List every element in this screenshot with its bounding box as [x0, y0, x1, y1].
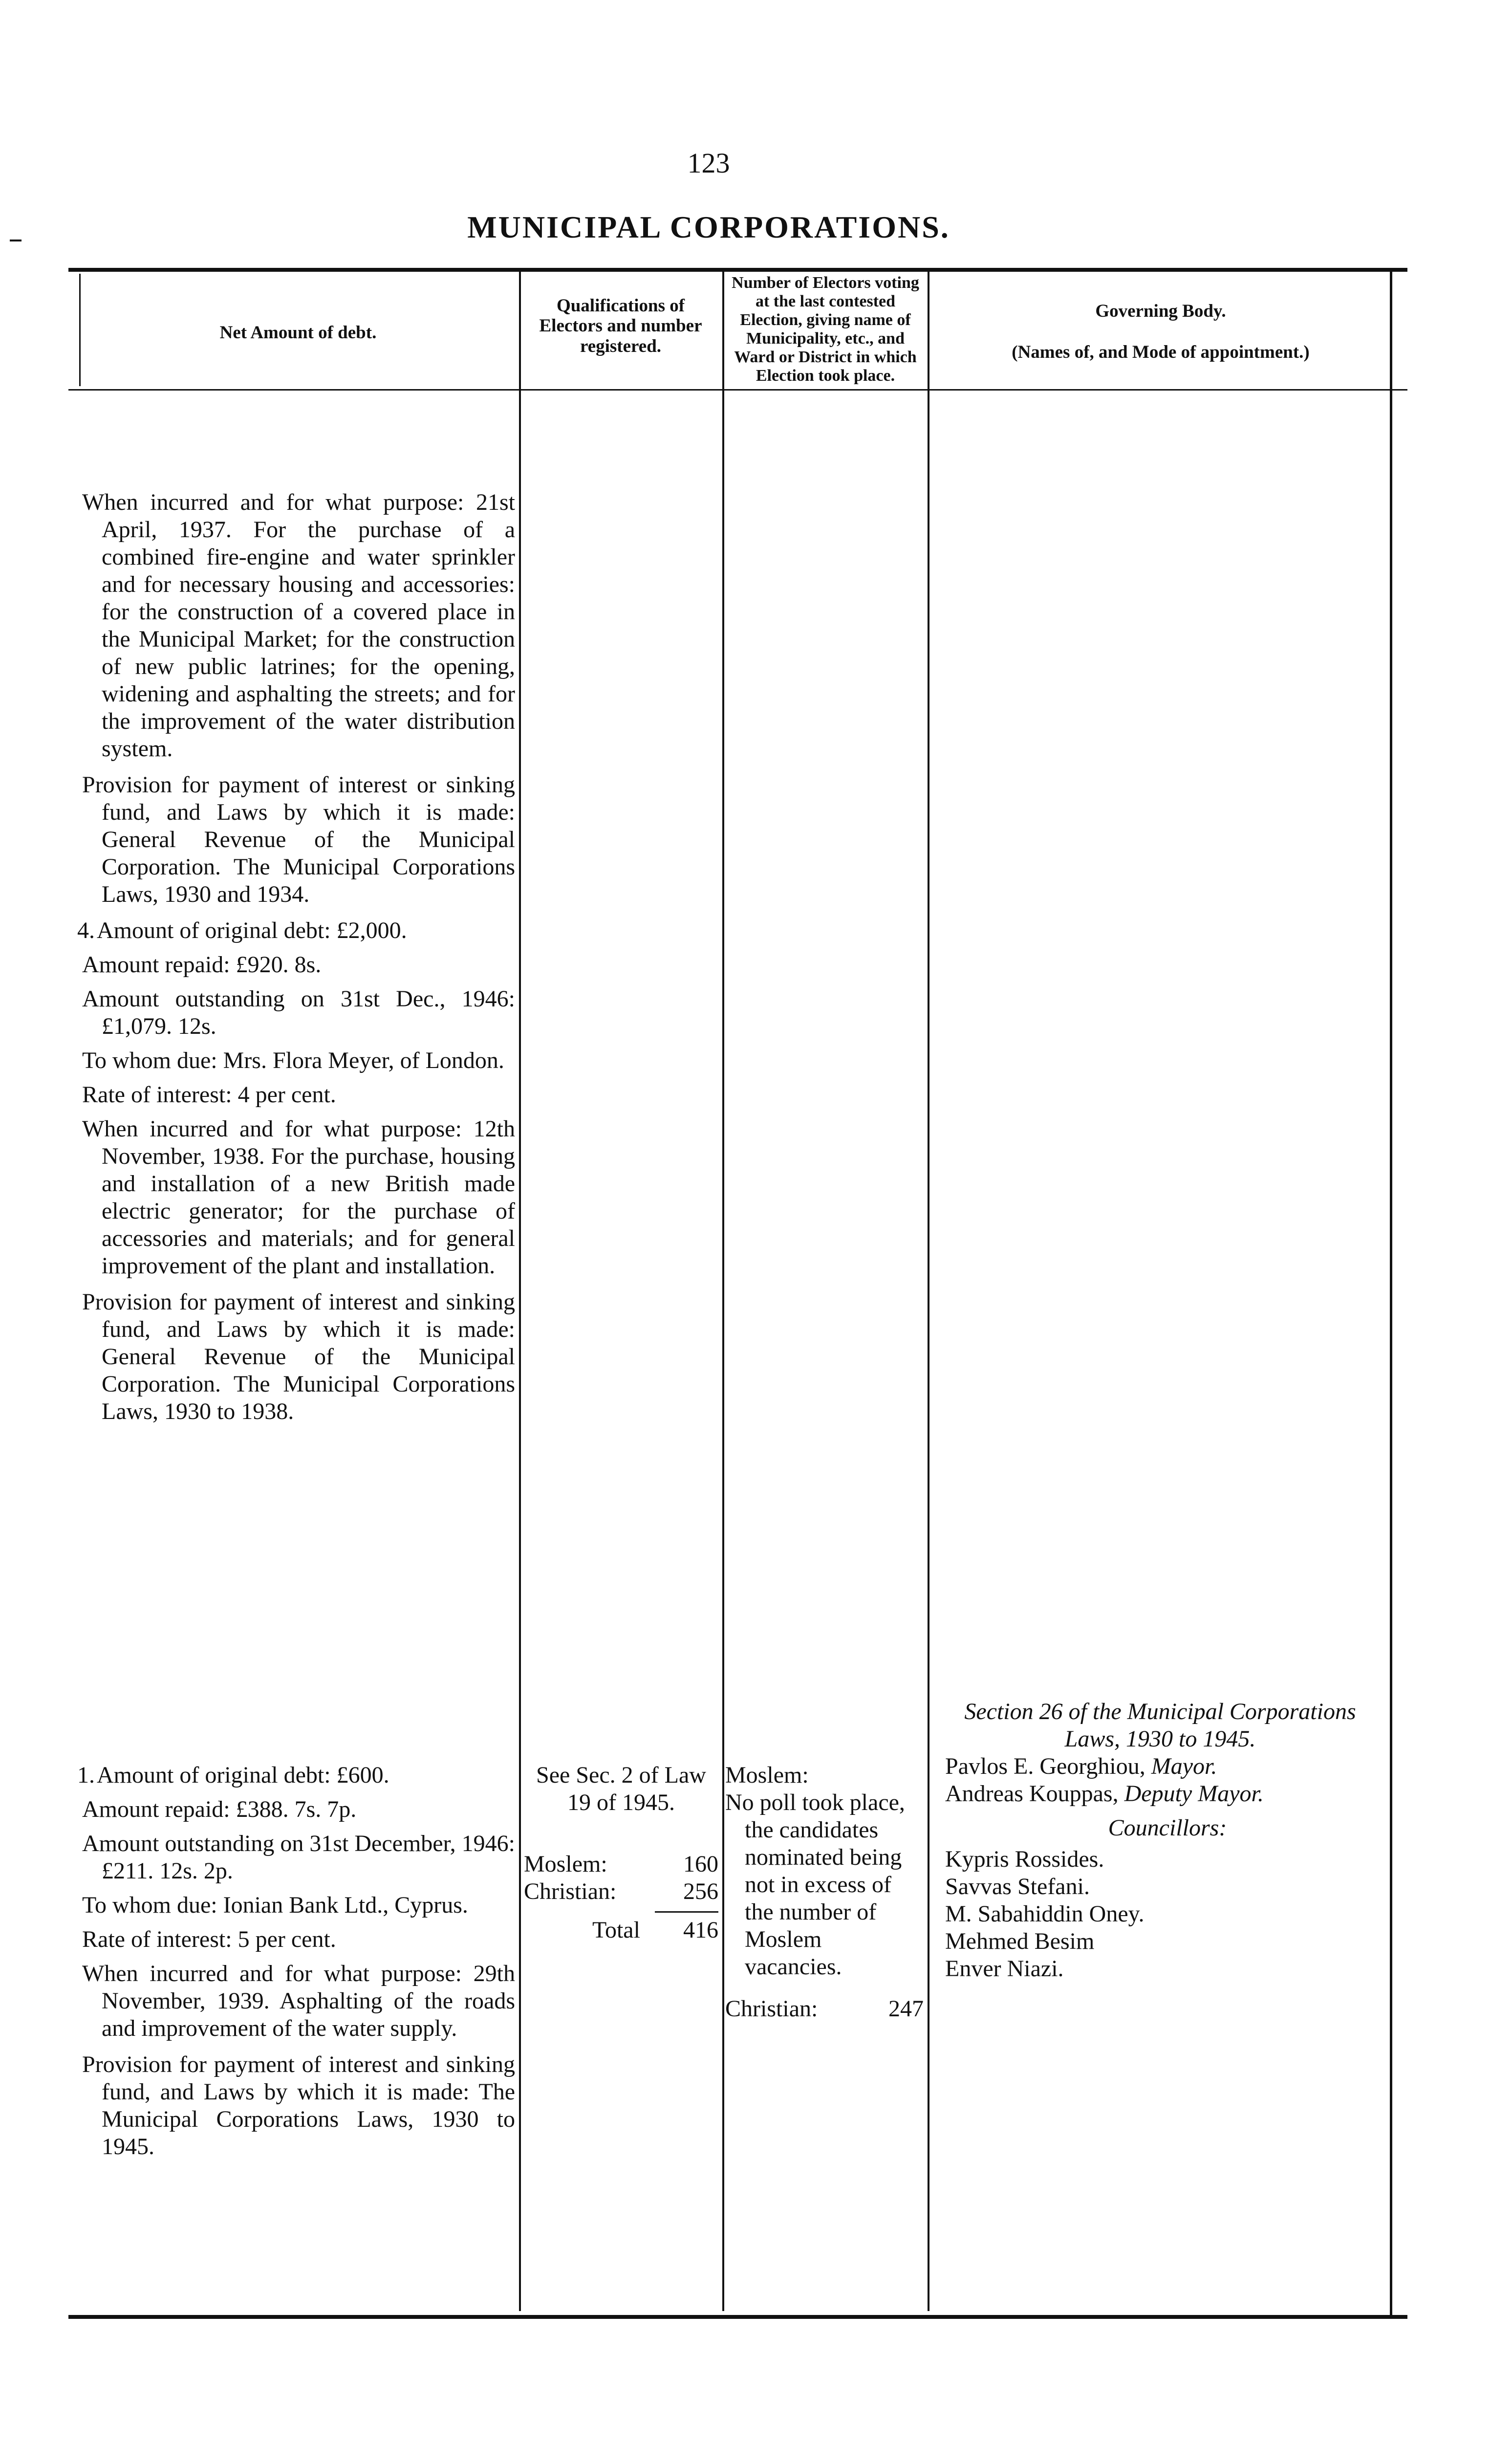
column-divider-1 — [519, 268, 521, 2311]
scan-mark-left-top — [10, 240, 22, 241]
header-governing-body-title: Governing Body. — [1095, 301, 1226, 321]
governing-body-cell — [930, 1698, 1390, 1983]
purpose-4: When incurred and for what purpose: 12th November, 1938. For the purchase, housing and installation of a new British made electric generator; for the purchase of accessories and materials; and for general improvement of the plant and installation. — [82, 1116, 515, 1279]
electors-christian-value: 247 — [888, 1996, 924, 2022]
repaid-1: Amount repaid: £388. 7s. 7p. — [82, 1796, 357, 1822]
rate-1: Rate of interest: 5 per cent. — [82, 1926, 336, 1952]
outstanding-1: Amount outstanding on 31st December, 1946: £211. 12s. 2p. — [82, 1831, 515, 1884]
table-bottom-border — [68, 2315, 1407, 2319]
deputy-mayor-name: Andreas Kouppas, — [945, 1781, 1119, 1807]
original-debt-4-text: Amount of original debt: £2,000. — [97, 917, 407, 943]
total-registered-label: Total — [592, 1917, 640, 1943]
page-number: 123 — [687, 147, 730, 179]
header-electors-voting: Number of Electors voting at the last contested Election, giving name of Municipality, etc., and Ward or District in which Election took place. — [732, 274, 919, 385]
electors-cell — [725, 1762, 924, 2023]
first-section-debt-text — [77, 489, 515, 1434]
qualifications-law-ref-2: 19 of 1945. — [567, 1789, 675, 1815]
electors-christian-label: Christian: — [725, 1996, 818, 2022]
due-1: To whom due: Ionian Bank Ltd., Cyprus. — [82, 1892, 468, 1918]
councillor-2: Savvas Stefani. — [945, 1874, 1090, 1899]
christian-registered-value: 256 — [683, 1878, 718, 1904]
total-rule — [655, 1911, 718, 1913]
left-inner-mark — [79, 274, 81, 386]
councillor-4: Mehmed Besim — [945, 1928, 1095, 1954]
purpose-1: When incurred and for what purpose: 29th November, 1939. Asphalting of the roads and improvement of the water supply. — [82, 1961, 515, 2041]
total-registered-value: 416 — [683, 1917, 718, 1943]
mayor-line — [945, 1753, 1390, 1780]
due-4: To whom due: Mrs. Flora Meyer, of London. — [82, 1047, 504, 1073]
header-divider — [68, 389, 1407, 391]
table-right-border — [1390, 268, 1392, 2319]
governing-law-title-2: Laws, 1930 to 1945. — [1064, 1726, 1256, 1752]
moslem-registered-value: 160 — [683, 1851, 718, 1877]
electors-christian-row — [725, 1995, 924, 2023]
page-title: MUNICIPAL CORPORATIONS. — [467, 210, 950, 244]
electors-moslem-label: Moslem: — [725, 1762, 809, 1788]
councillor-3: M. Sabahiddin Oney. — [945, 1901, 1145, 1927]
mayor-role: Mayor. — [1151, 1753, 1217, 1779]
qualifications-law-ref: See Sec. 2 of Law — [536, 1762, 706, 1788]
item-number-4: 4. — [77, 917, 95, 943]
repaid-4: Amount repaid: £920. 8s. — [82, 952, 322, 978]
qualifications-cell — [524, 1762, 718, 1944]
councillor-5: Enver Niazi. — [945, 1956, 1064, 1982]
original-debt-4 — [77, 917, 515, 944]
deputy-mayor-role: Deputy Mayor. — [1124, 1781, 1264, 1807]
header-governing-body-subtitle: (Names of, and Mode of appointment.) — [1012, 342, 1310, 362]
christian-registered-row — [524, 1878, 718, 1905]
electors-moslem-note: No poll took place, the candidates nominated being not in excess of the number of Moslem vacancies. — [725, 1789, 905, 1980]
governing-law-title: Section 26 of the Municipal Corporations — [964, 1699, 1356, 1724]
outstanding-4: Amount outstanding on 31st Dec., 1946: £1,079. 12s. — [82, 986, 515, 1039]
purpose-paragraph: When incurred and for what purpose: 21st April, 1937. For the purchase of a combined fire-engine and water sprinkler and for necessary housing and accessories: for the construction of a covered place in the Municipal Market; for the construction of new public latrines; for the opening, widening and asphalting the streets; and for the improvement of the water distribution system. — [82, 489, 515, 762]
original-debt-1 — [77, 1762, 515, 1789]
rate-4: Rate of interest: 4 per cent. — [82, 1082, 336, 1108]
item-number-1: 1. — [77, 1762, 95, 1788]
deputy-mayor-line — [945, 1780, 1390, 1808]
provision-1: Provision for payment of interest and sinking fund, and Laws by which it is made: The Municipal Corporations Laws, 1930 to 1945. — [82, 2051, 515, 2160]
header-qualifications: Qualifications of Electors and number registered. — [539, 296, 702, 356]
header-net-amount: Net Amount of debt. — [219, 323, 377, 343]
column-divider-3 — [928, 268, 929, 2311]
moslem-registered-row — [524, 1851, 718, 1878]
original-debt-1-text: Amount of original debt: £600. — [97, 1762, 389, 1788]
mayor-name: Pavlos E. Georghiou, — [945, 1753, 1145, 1779]
provision-4: Provision for payment of interest and sinking fund, and Laws by which it is made: General Revenue of the Municipal Corporation. The Municipal Corporations Laws, 1930 to 1938. — [82, 1289, 515, 1424]
second-section-debt-text — [77, 1762, 515, 2169]
column-divider-2 — [722, 268, 724, 2311]
table-top-border — [68, 268, 1407, 272]
moslem-registered-label: Moslem: — [524, 1851, 607, 1877]
total-registered-row — [524, 1917, 718, 1944]
provision-paragraph: Provision for payment of interest or sinking fund, and Laws by which it is made: General Revenue of the Municipal Corporation. The Municipal Corporations Laws, 1930 and 1934. — [82, 772, 515, 907]
christian-registered-label: Christian: — [524, 1878, 617, 1904]
councillor-1: Kypris Rossides. — [945, 1846, 1104, 1872]
councillors-label: Councillors: — [1108, 1815, 1227, 1841]
